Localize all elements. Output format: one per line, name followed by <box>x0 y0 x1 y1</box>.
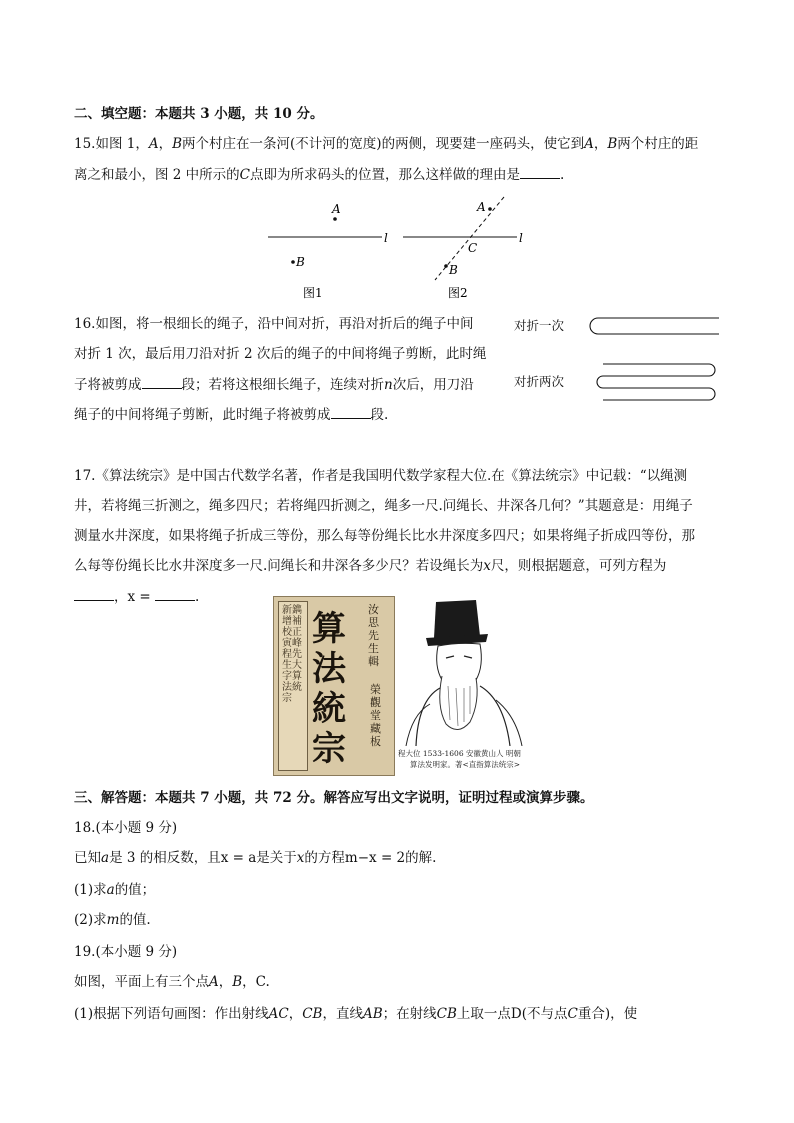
q16-answer-blank-1[interactable] <box>142 374 182 389</box>
rope-once <box>590 318 719 334</box>
fig2-label-a: A <box>477 200 486 214</box>
q19-statement: 如图，平面上有三个点A，B，C. <box>74 974 270 990</box>
fig2-label-b: B <box>449 263 458 277</box>
q15-line-2: 离之和最小，图 2 中所示的C点即为所求码头的位置，那么这样做的理由是 . <box>74 164 564 185</box>
q17-line-4: 么每等份绳长比水井深度多一尺.问绳长和井深各多少尺？若设绳长为x尺，则根据题意，可列方程为 <box>74 558 667 574</box>
q15-line-1: 15.如图 1，A，B两个村庄在一条河(不计河的宽度)的两侧，现要建一座码头，使它到A，B两个村庄的距 <box>74 136 699 152</box>
q17-x-blank[interactable] <box>155 586 195 601</box>
q15-answer-blank[interactable] <box>520 164 560 179</box>
book-left-column: 新鐫增補校正寅峰程先生大字算法統宗 <box>282 605 302 704</box>
rope-label-once: 对折一次 <box>514 318 565 333</box>
fig1-label-b: B <box>296 255 305 269</box>
q18-statement: 已知a是 3 的相反数，且x = a是关于x的方程m−x = 2的解. <box>74 850 437 866</box>
rope-twice <box>597 364 715 400</box>
section-3-title: 三、解答题：本题共 7 小题，共 72 分。解答应写出文字说明，证明过程或演算步骤。 <box>74 790 594 806</box>
rope-label-twice: 对折两次 <box>514 374 565 389</box>
fig1-point-b <box>291 260 295 264</box>
fig1-label-a: A <box>332 202 341 216</box>
q16-line-2: 对折 1 次，最后用刀沿对折 2 次后的绳子的中间将绳子剪断，此时绳 <box>74 346 487 362</box>
portrait-caption-2: 算法发明家。著<直指算法统宗> <box>410 760 521 769</box>
portrait-caption-1: 程大位 1533-1606 安徽黄山人 明朝 <box>398 749 521 758</box>
rope-figure <box>585 310 725 405</box>
q18-part-1: (1)求a的值； <box>74 882 156 898</box>
q17-line-5: ，x = . <box>74 586 199 607</box>
portrait-image <box>396 596 526 746</box>
fig2-label-c: C <box>468 241 478 255</box>
q17-line-1: 17.《算法统宗》是中国古代数学名著，作者是我国明代数学家程大位.在《算法统宗》中记载：“以绳测 <box>74 468 688 484</box>
fig2-label-l: l <box>519 231 523 245</box>
q18-part-2: (2)求m的值. <box>74 912 151 928</box>
q19-heading: 19.(本小题 9 分) <box>74 944 178 960</box>
fig2-caption: 图2 <box>448 286 468 300</box>
q17-line-2: 井，若将绳三折测之，绳多四尺；若将绳四折测之，绳多一尺.问绳长、井深各几何？”其题意是：用绳子 <box>74 498 693 514</box>
q19-part-1: (1)根据下列语句画图：作出射线AC，CB，直线AB；在射线CB上取一点D(不与点C重合)，使 <box>74 1006 638 1022</box>
q17-line-3: 测量水井深度，如果将绳子折成三等份，那么每等份绳长比水井深度多四尺；如果将绳子折成四等份，那 <box>74 528 695 544</box>
q18-heading: 18.(本小题 9 分) <box>74 820 178 836</box>
q16-answer-blank-2[interactable] <box>331 404 371 419</box>
q16-line-4: 绳子的中间将绳子剪断，此时绳子将被剪成 段. <box>74 404 388 425</box>
q15-figures <box>260 190 540 305</box>
fig2-point-b <box>444 264 448 268</box>
book-title: 算法統宗 <box>312 609 346 769</box>
q16-line-3: 子将被剪成 段；若将这根细长绳子，连续对折n次后，用刀沿 <box>74 374 474 395</box>
q17-equation-blank[interactable] <box>74 586 114 601</box>
fig1-point-a <box>333 217 337 221</box>
book-bottom-text: 榮觀堂藏板 <box>370 683 381 748</box>
q16-line-1: 16.如图，将一根细长的绳子，沿中间对折，再沿对折后的绳子中间 <box>74 316 474 332</box>
fig2-point-a <box>488 207 492 211</box>
fig1-label-l: l <box>384 231 388 245</box>
book-cover-image <box>273 596 395 776</box>
book-side-text: 汝思先生輯 <box>368 603 379 668</box>
fig1-caption: 图1 <box>303 286 323 300</box>
section-2-title: 二、填空题：本题共 3 小题，共 10 分。 <box>74 106 324 122</box>
